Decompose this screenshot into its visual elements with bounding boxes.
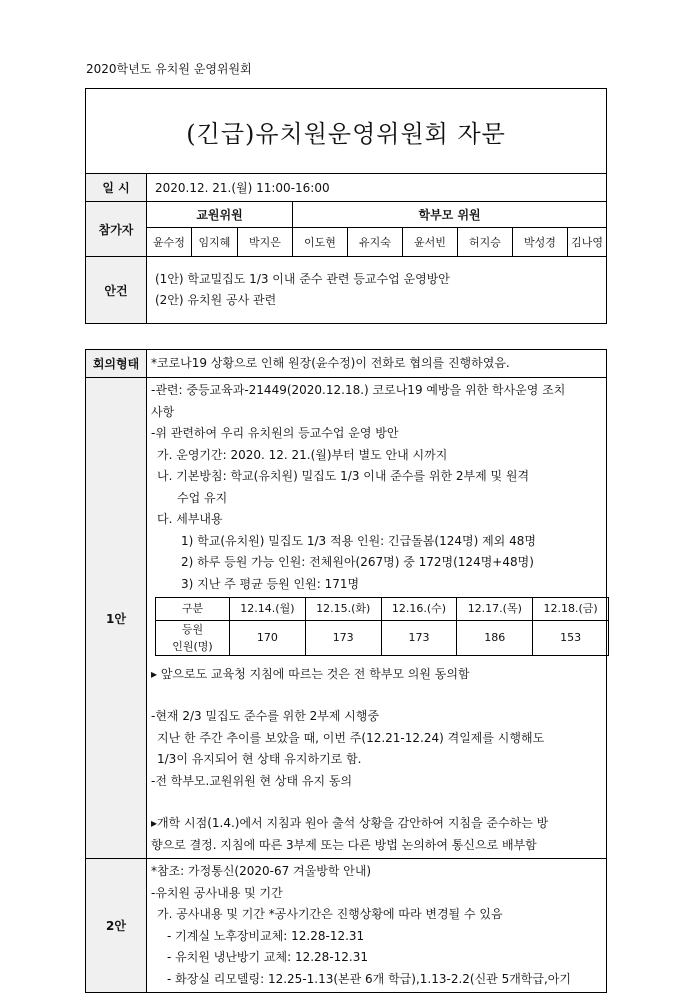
text-line: ▸ 앞으로도 교육청 지침에 따르는 것은 전 학부모 의원 동의함	[151, 666, 470, 681]
attendance-date: 12.17.(목)	[457, 598, 533, 621]
parent-name: 박성경	[513, 228, 568, 257]
date-value: 2020.12. 21.(월) 11:00-16:00	[147, 174, 607, 202]
document-title: (긴급)유치원운영위원회 자문	[86, 89, 607, 174]
participants-label: 참가자	[86, 202, 147, 257]
attendance-row-label	[156, 620, 230, 655]
text-line: -위 관련하여 우리 유치원의 등교수업 운영 방안	[151, 426, 399, 440]
agenda-item-1: (1안) 학교밀집도 1/3 이내 준수 관련 등교수업 운영방안	[155, 272, 450, 286]
attendance-value: 186	[457, 620, 533, 655]
agenda-cell	[147, 257, 607, 324]
text-line: 다. 세부내용	[157, 512, 223, 526]
text-line: 나. 기본방침: 학교(유치원) 밀집도 1/3 이내 준수를 위한 2부제 및 원격	[157, 469, 530, 483]
text-line: - 화장실 리모델링: 12.25-1.13(본관 6개 학급),1.13-2.2(신관 5개학급,아기	[167, 971, 571, 986]
text-line: 지난 한 주간 추이를 보았을 때, 이번 주(12.21-12.24) 격일제를 시행해도	[157, 730, 545, 745]
text-line: 사항	[151, 404, 175, 419]
parent-name: 김나영	[568, 228, 607, 257]
document-header: 2020학년도 유치원 운영위원회	[86, 62, 252, 76]
text-line: 향으로 결정. 지침에 따른 3부제 또는 다른 방법 논의하여 통신으로 배부함	[151, 837, 537, 852]
date-label: 일 시	[86, 174, 147, 202]
text-line: - 유치원 냉난방기 교체: 12.28-12.31	[167, 950, 368, 964]
text-line: 3) 지난 주 평균 등원 인원: 171명	[181, 576, 360, 591]
agenda-label: 안건	[86, 257, 147, 324]
text-line: 가. 공사내용 및 기간 *공사기간은 진행상황에 따라 변경될 수 있음	[157, 907, 503, 921]
blank-line	[151, 685, 602, 706]
attendance-row-label-1: 등원	[181, 622, 204, 636]
parent-group-header: 학부모 위원	[293, 202, 607, 228]
info-table	[85, 88, 607, 324]
text-line: ▸개학 시점(1.4.)에서 지침과 원아 출석 상황을 감안하여 지침을 준수하는 방	[151, 816, 549, 830]
minutes-table	[85, 349, 607, 993]
attendance-table	[155, 597, 609, 656]
format-text: *코로나19 상황으로 인해 원장(윤수정)이 전화로 협의를 진행하였음.	[147, 350, 607, 378]
text-line: 가. 운영기간: 2020. 12. 21.(월)부터 별도 안내 시까지	[157, 447, 448, 462]
attendance-date: 12.16.(수)	[381, 598, 457, 621]
attendance-value: 173	[305, 620, 381, 655]
attendance-date: 12.18.(금)	[533, 598, 609, 621]
text-line: 1) 학교(유치원) 밀집도 1/3 적용 인원: 긴급돌봄(124명) 제외 48명	[181, 533, 536, 548]
parent-name: 이도현	[293, 228, 348, 257]
teacher-name: 임지혜	[192, 228, 238, 257]
text-line: *참조: 가정통신(2020-67 겨울방학 안내)	[151, 864, 372, 878]
blank-line	[151, 792, 602, 813]
item2-content	[147, 859, 607, 993]
text-line: 2) 하루 등원 가능 인원: 전체원아(267명) 중 172명(124명+48명)	[181, 555, 534, 569]
attendance-table-wrap	[155, 597, 602, 656]
attendance-date: 12.14.(월)	[230, 598, 306, 621]
text-line: 1/3이 유지되어 현 상태 유지하기로 함.	[157, 752, 362, 766]
agenda-item-2: (2안) 유치원 공사 관련	[155, 293, 277, 307]
text-line: 수업 유지	[177, 490, 228, 505]
item2-label: 2안	[86, 859, 147, 993]
parent-name: 허지승	[458, 228, 513, 257]
attendance-value: 173	[381, 620, 457, 655]
text-line: -전 학부모.교원위원 현 상태 유지 동의	[151, 773, 353, 788]
text-line: -유치원 공사내용 및 기간	[151, 885, 283, 900]
teacher-name: 박지은	[238, 228, 293, 257]
item1-label: 1안	[86, 378, 147, 859]
text-line: - 기계실 노후장비교체: 12.28-12.31	[167, 928, 365, 943]
attendance-header-label: 구분	[156, 598, 230, 621]
text-line: -현재 2/3 밀집도 준수를 위한 2부제 시행중	[151, 709, 380, 723]
attendance-value: 153	[533, 620, 609, 655]
text-line: -관련: 중등교육과-21449(2020.12.18.) 코로나19 예방을 위한 학사운영 조치	[151, 383, 566, 397]
attendance-row-label-2: 인원(명)	[172, 639, 213, 653]
teacher-name: 윤수정	[147, 228, 192, 257]
teacher-group-header: 교원위원	[147, 202, 293, 228]
format-label: 회의형태	[86, 350, 147, 378]
attendance-date: 12.15.(화)	[305, 598, 381, 621]
item1-content	[147, 378, 607, 859]
parent-name: 유지숙	[348, 228, 403, 257]
attendance-value: 170	[230, 620, 306, 655]
parent-name: 윤서빈	[403, 228, 458, 257]
